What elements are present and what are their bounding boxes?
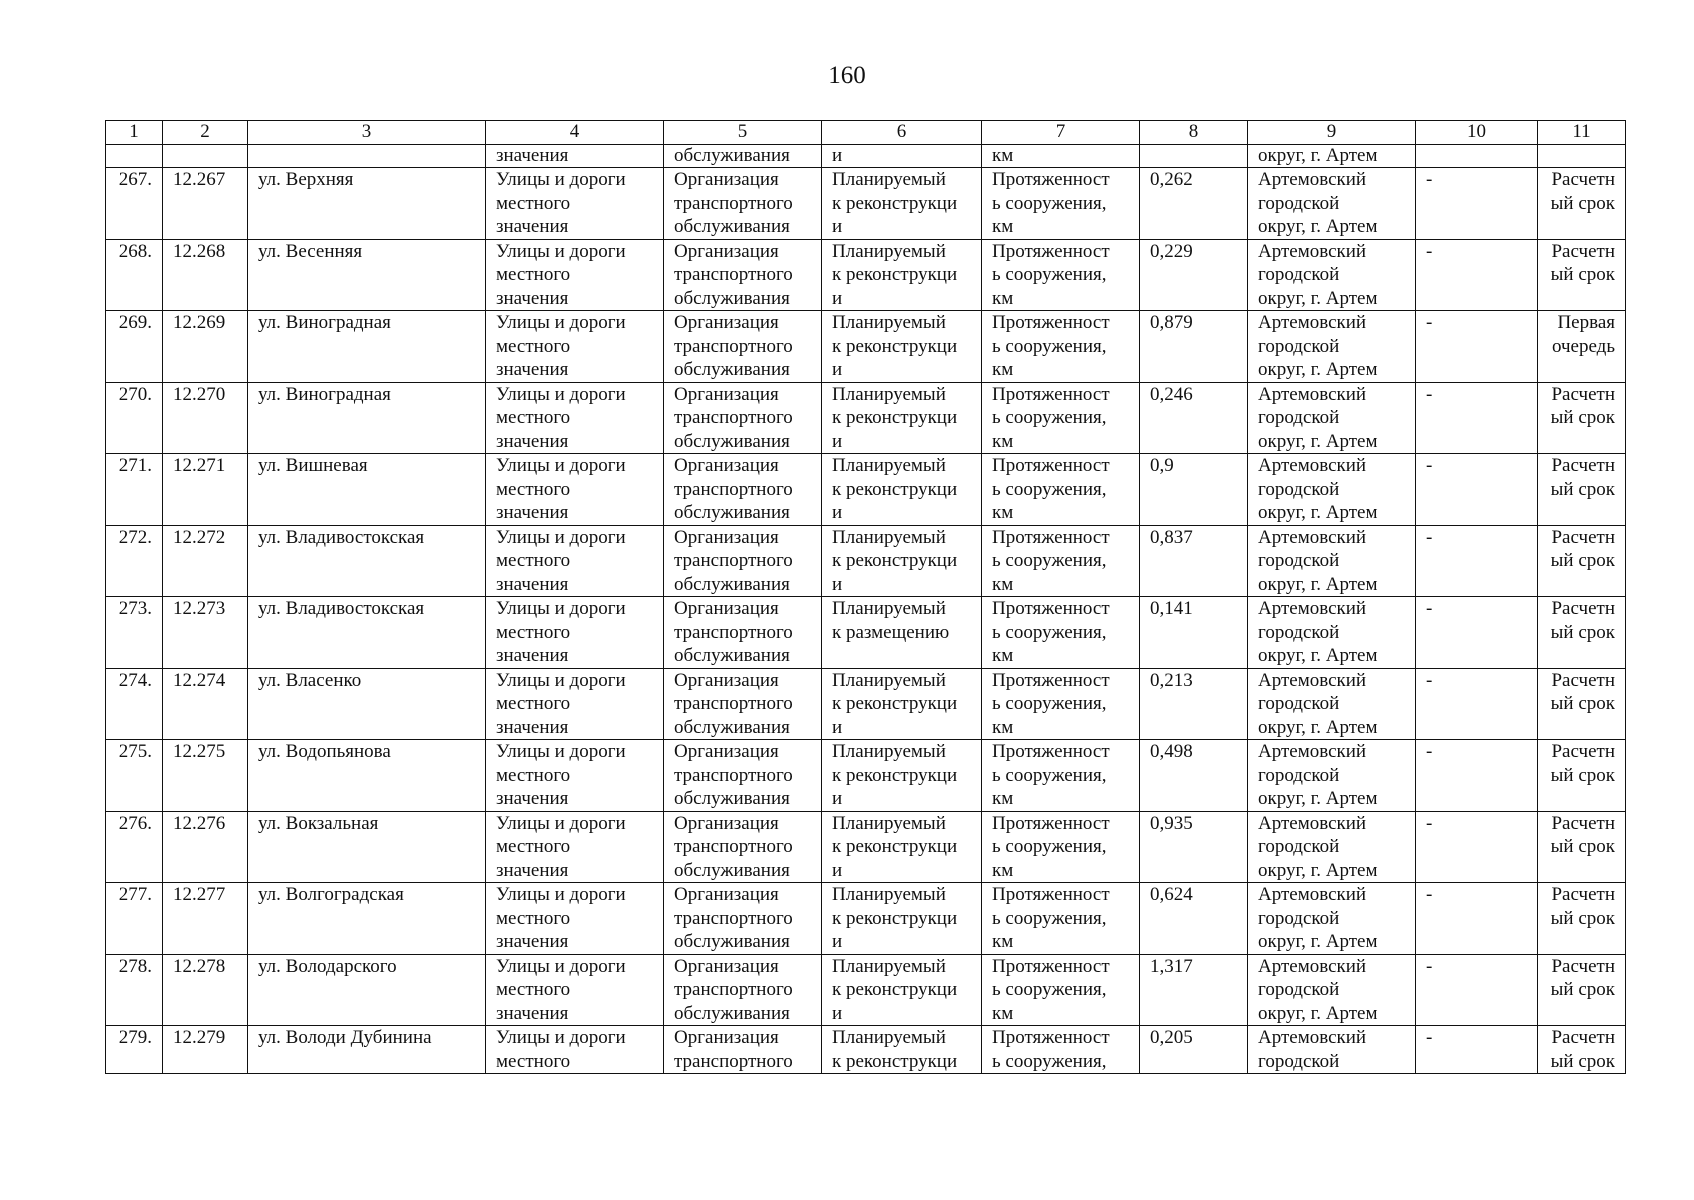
parameter-name: Протяженност ь сооружения, км [982,168,1140,240]
zone-type: - [1416,311,1538,383]
implementation-term: Расчетн ый срок [1538,525,1626,597]
object-type: Улицы и дороги местного значения [486,382,664,454]
column-header: 7 [982,121,1140,145]
zone-type: - [1416,883,1538,955]
parameter-value: 0,205 [1140,1026,1248,1074]
table-row [106,954,1626,1026]
parameter-name: Протяженност ь сооружения, км [982,883,1140,955]
object-purpose: Организация транспортного обслуживания [664,883,822,955]
column-header: 6 [822,121,982,145]
object-location: Артемовский городской округ, г. Артем [1248,454,1416,526]
object-type: Улицы и дороги местного значения [486,668,664,740]
zone-type: - [1416,740,1538,812]
implementation-term: Расчетн ый срок [1538,740,1626,812]
table-cell: значения [486,145,664,168]
column-header: 9 [1248,121,1416,145]
object-purpose: Организация транспортного обслуживания [664,168,822,240]
street-name: ул. Верхняя [248,168,486,240]
column-header: 8 [1140,121,1248,145]
table-row [106,311,1626,383]
street-name: ул. Водопьянова [248,740,486,812]
object-purpose: Организация транспортного обслуживания [664,954,822,1026]
object-type: Улицы и дороги местного значения [486,311,664,383]
implementation-term: Расчетн ый срок [1538,954,1626,1026]
object-location: Артемовский городской [1248,1026,1416,1074]
object-status: Планируемый к размещению [822,597,982,669]
object-code: 12.278 [163,954,248,1026]
table-cell [1416,145,1538,168]
street-name: ул. Владивостокская [248,525,486,597]
object-code: 12.270 [163,382,248,454]
table-cell [248,145,486,168]
implementation-term: Расчетн ый срок [1538,454,1626,526]
object-purpose: Организация транспортного обслуживания [664,382,822,454]
table-row [106,239,1626,311]
zone-type: - [1416,811,1538,883]
implementation-term: Расчетн ый срок [1538,811,1626,883]
object-purpose: Организация транспортного обслуживания [664,740,822,812]
object-location: Артемовский городской округ, г. Артем [1248,811,1416,883]
object-location: Артемовский городской округ, г. Артем [1248,740,1416,812]
row-number: 267. [106,168,163,240]
implementation-term: Расчетн ый срок [1538,382,1626,454]
object-status: Планируемый к реконструкци и [822,811,982,883]
object-code: 12.271 [163,454,248,526]
parameter-value: 0,229 [1140,239,1248,311]
parameter-name: Протяженност ь сооружения, км [982,740,1140,812]
object-type: Улицы и дороги местного значения [486,239,664,311]
object-code: 12.276 [163,811,248,883]
table-row [106,668,1626,740]
column-header: 3 [248,121,486,145]
zone-type: - [1416,597,1538,669]
object-type: Улицы и дороги местного значения [486,740,664,812]
table-cell: км [982,145,1140,168]
table-cell: обслуживания [664,145,822,168]
table-row [106,811,1626,883]
table-row [106,525,1626,597]
street-name: ул. Вишневая [248,454,486,526]
column-header: 10 [1416,121,1538,145]
zone-type: - [1416,454,1538,526]
object-code: 12.268 [163,239,248,311]
parameter-value: 0,879 [1140,311,1248,383]
table-row [106,740,1626,812]
object-code: 12.277 [163,883,248,955]
zone-type: - [1416,168,1538,240]
parameter-value: 0,498 [1140,740,1248,812]
table-cell: округ, г. Артем [1248,145,1416,168]
implementation-term: Первая очередь [1538,311,1626,383]
object-purpose: Организация транспортного обслуживания [664,811,822,883]
parameter-name: Протяженност ь сооружения, км [982,668,1140,740]
object-type: Улицы и дороги местного значения [486,525,664,597]
parameter-name: Протяженност ь сооружения, км [982,239,1140,311]
table-row [106,597,1626,669]
street-name: ул. Володи Дубинина [248,1026,486,1074]
parameter-value: 0,935 [1140,811,1248,883]
object-type: Улицы и дороги местного значения [486,811,664,883]
column-number-row [106,121,1626,145]
street-name: ул. Волгоградская [248,883,486,955]
implementation-term: Расчетн ый срок [1538,668,1626,740]
object-purpose: Организация транспортного обслуживания [664,454,822,526]
object-location: Артемовский городской округ, г. Артем [1248,525,1416,597]
object-purpose: Организация транспортного обслуживания [664,311,822,383]
zone-type: - [1416,1026,1538,1074]
zone-type: - [1416,239,1538,311]
parameter-value: 0,246 [1140,382,1248,454]
object-code: 12.269 [163,311,248,383]
table-row [106,1026,1626,1074]
row-number: 271. [106,454,163,526]
object-location: Артемовский городской округ, г. Артем [1248,668,1416,740]
parameter-value: 0,624 [1140,883,1248,955]
object-code: 12.272 [163,525,248,597]
object-status: Планируемый к реконструкци и [822,239,982,311]
zone-type: - [1416,668,1538,740]
object-location: Артемовский городской округ, г. Артем [1248,954,1416,1026]
object-status: Планируемый к реконструкци и [822,668,982,740]
object-status: Планируемый к реконструкци и [822,382,982,454]
implementation-term: Расчетн ый срок [1538,168,1626,240]
object-purpose: Организация транспортного обслуживания [664,597,822,669]
table-row [106,382,1626,454]
object-location: Артемовский городской округ, г. Артем [1248,597,1416,669]
object-purpose: Организация транспортного обслуживания [664,668,822,740]
parameter-value: 0,9 [1140,454,1248,526]
parameter-name: Протяженност ь сооружения, км [982,311,1140,383]
implementation-term: Расчетн ый срок [1538,883,1626,955]
object-status: Планируемый к реконструкци и [822,740,982,812]
parameter-value: 0,262 [1140,168,1248,240]
parameter-name: Протяженност ь сооружения, [982,1026,1140,1074]
object-code: 12.273 [163,597,248,669]
street-name: ул. Виноградная [248,382,486,454]
row-number: 273. [106,597,163,669]
object-status: Планируемый к реконструкци [822,1026,982,1074]
object-location: Артемовский городской округ, г. Артем [1248,883,1416,955]
row-number: 278. [106,954,163,1026]
table-row [106,168,1626,240]
object-purpose: Организация транспортного [664,1026,822,1074]
row-number: 276. [106,811,163,883]
object-status: Планируемый к реконструкци и [822,525,982,597]
table-cell [1538,145,1626,168]
parameter-name: Протяженност ь сооружения, км [982,597,1140,669]
object-type: Улицы и дороги местного значения [486,597,664,669]
street-name: ул. Вокзальная [248,811,486,883]
object-location: Артемовский городской округ, г. Артем [1248,239,1416,311]
parameter-name: Протяженност ь сооружения, км [982,811,1140,883]
object-purpose: Организация транспортного обслуживания [664,525,822,597]
parameter-name: Протяженност ь сооружения, км [982,382,1140,454]
object-status: Планируемый к реконструкци и [822,883,982,955]
register-table [105,120,1626,1074]
table-cell: и [822,145,982,168]
object-status: Планируемый к реконструкци и [822,168,982,240]
object-status: Планируемый к реконструкци и [822,954,982,1026]
object-location: Артемовский городской округ, г. Артем [1248,311,1416,383]
object-purpose: Организация транспортного обслуживания [664,239,822,311]
object-code: 12.279 [163,1026,248,1074]
row-number: 268. [106,239,163,311]
zone-type: - [1416,525,1538,597]
street-name: ул. Володарского [248,954,486,1026]
continuation-row [106,145,1626,168]
row-number: 279. [106,1026,163,1074]
object-status: Планируемый к реконструкци и [822,454,982,526]
object-code: 12.274 [163,668,248,740]
row-number: 274. [106,668,163,740]
table-cell [163,145,248,168]
object-location: Артемовский городской округ, г. Артем [1248,168,1416,240]
implementation-term: Расчетн ый срок [1538,239,1626,311]
page-number: 160 [828,62,866,89]
street-name: ул. Весенняя [248,239,486,311]
row-number: 272. [106,525,163,597]
street-name: ул. Владивостокская [248,597,486,669]
implementation-term: Расчетн ый срок [1538,597,1626,669]
table-cell [1140,145,1248,168]
zone-type: - [1416,954,1538,1026]
row-number: 270. [106,382,163,454]
street-name: ул. Виноградная [248,311,486,383]
table-cell [106,145,163,168]
object-status: Планируемый к реконструкци и [822,311,982,383]
parameter-name: Протяженност ь сооружения, км [982,454,1140,526]
parameter-value: 0,141 [1140,597,1248,669]
column-header: 5 [664,121,822,145]
parameter-name: Протяженност ь сооружения, км [982,954,1140,1026]
object-type: Улицы и дороги местного значения [486,954,664,1026]
object-code: 12.267 [163,168,248,240]
row-number: 277. [106,883,163,955]
zone-type: - [1416,382,1538,454]
object-type: Улицы и дороги местного значения [486,883,664,955]
row-number: 269. [106,311,163,383]
column-header: 11 [1538,121,1626,145]
column-header: 2 [163,121,248,145]
object-type: Улицы и дороги местного [486,1026,664,1074]
parameter-value: 0,213 [1140,668,1248,740]
object-type: Улицы и дороги местного значения [486,454,664,526]
parameter-value: 0,837 [1140,525,1248,597]
table-row [106,883,1626,955]
parameter-value: 1,317 [1140,954,1248,1026]
table-row [106,454,1626,526]
parameter-name: Протяженност ь сооружения, км [982,525,1140,597]
object-type: Улицы и дороги местного значения [486,168,664,240]
object-code: 12.275 [163,740,248,812]
column-header: 4 [486,121,664,145]
street-name: ул. Власенко [248,668,486,740]
object-location: Артемовский городской округ, г. Артем [1248,382,1416,454]
implementation-term: Расчетн ый срок [1538,1026,1626,1074]
column-header: 1 [106,121,163,145]
row-number: 275. [106,740,163,812]
